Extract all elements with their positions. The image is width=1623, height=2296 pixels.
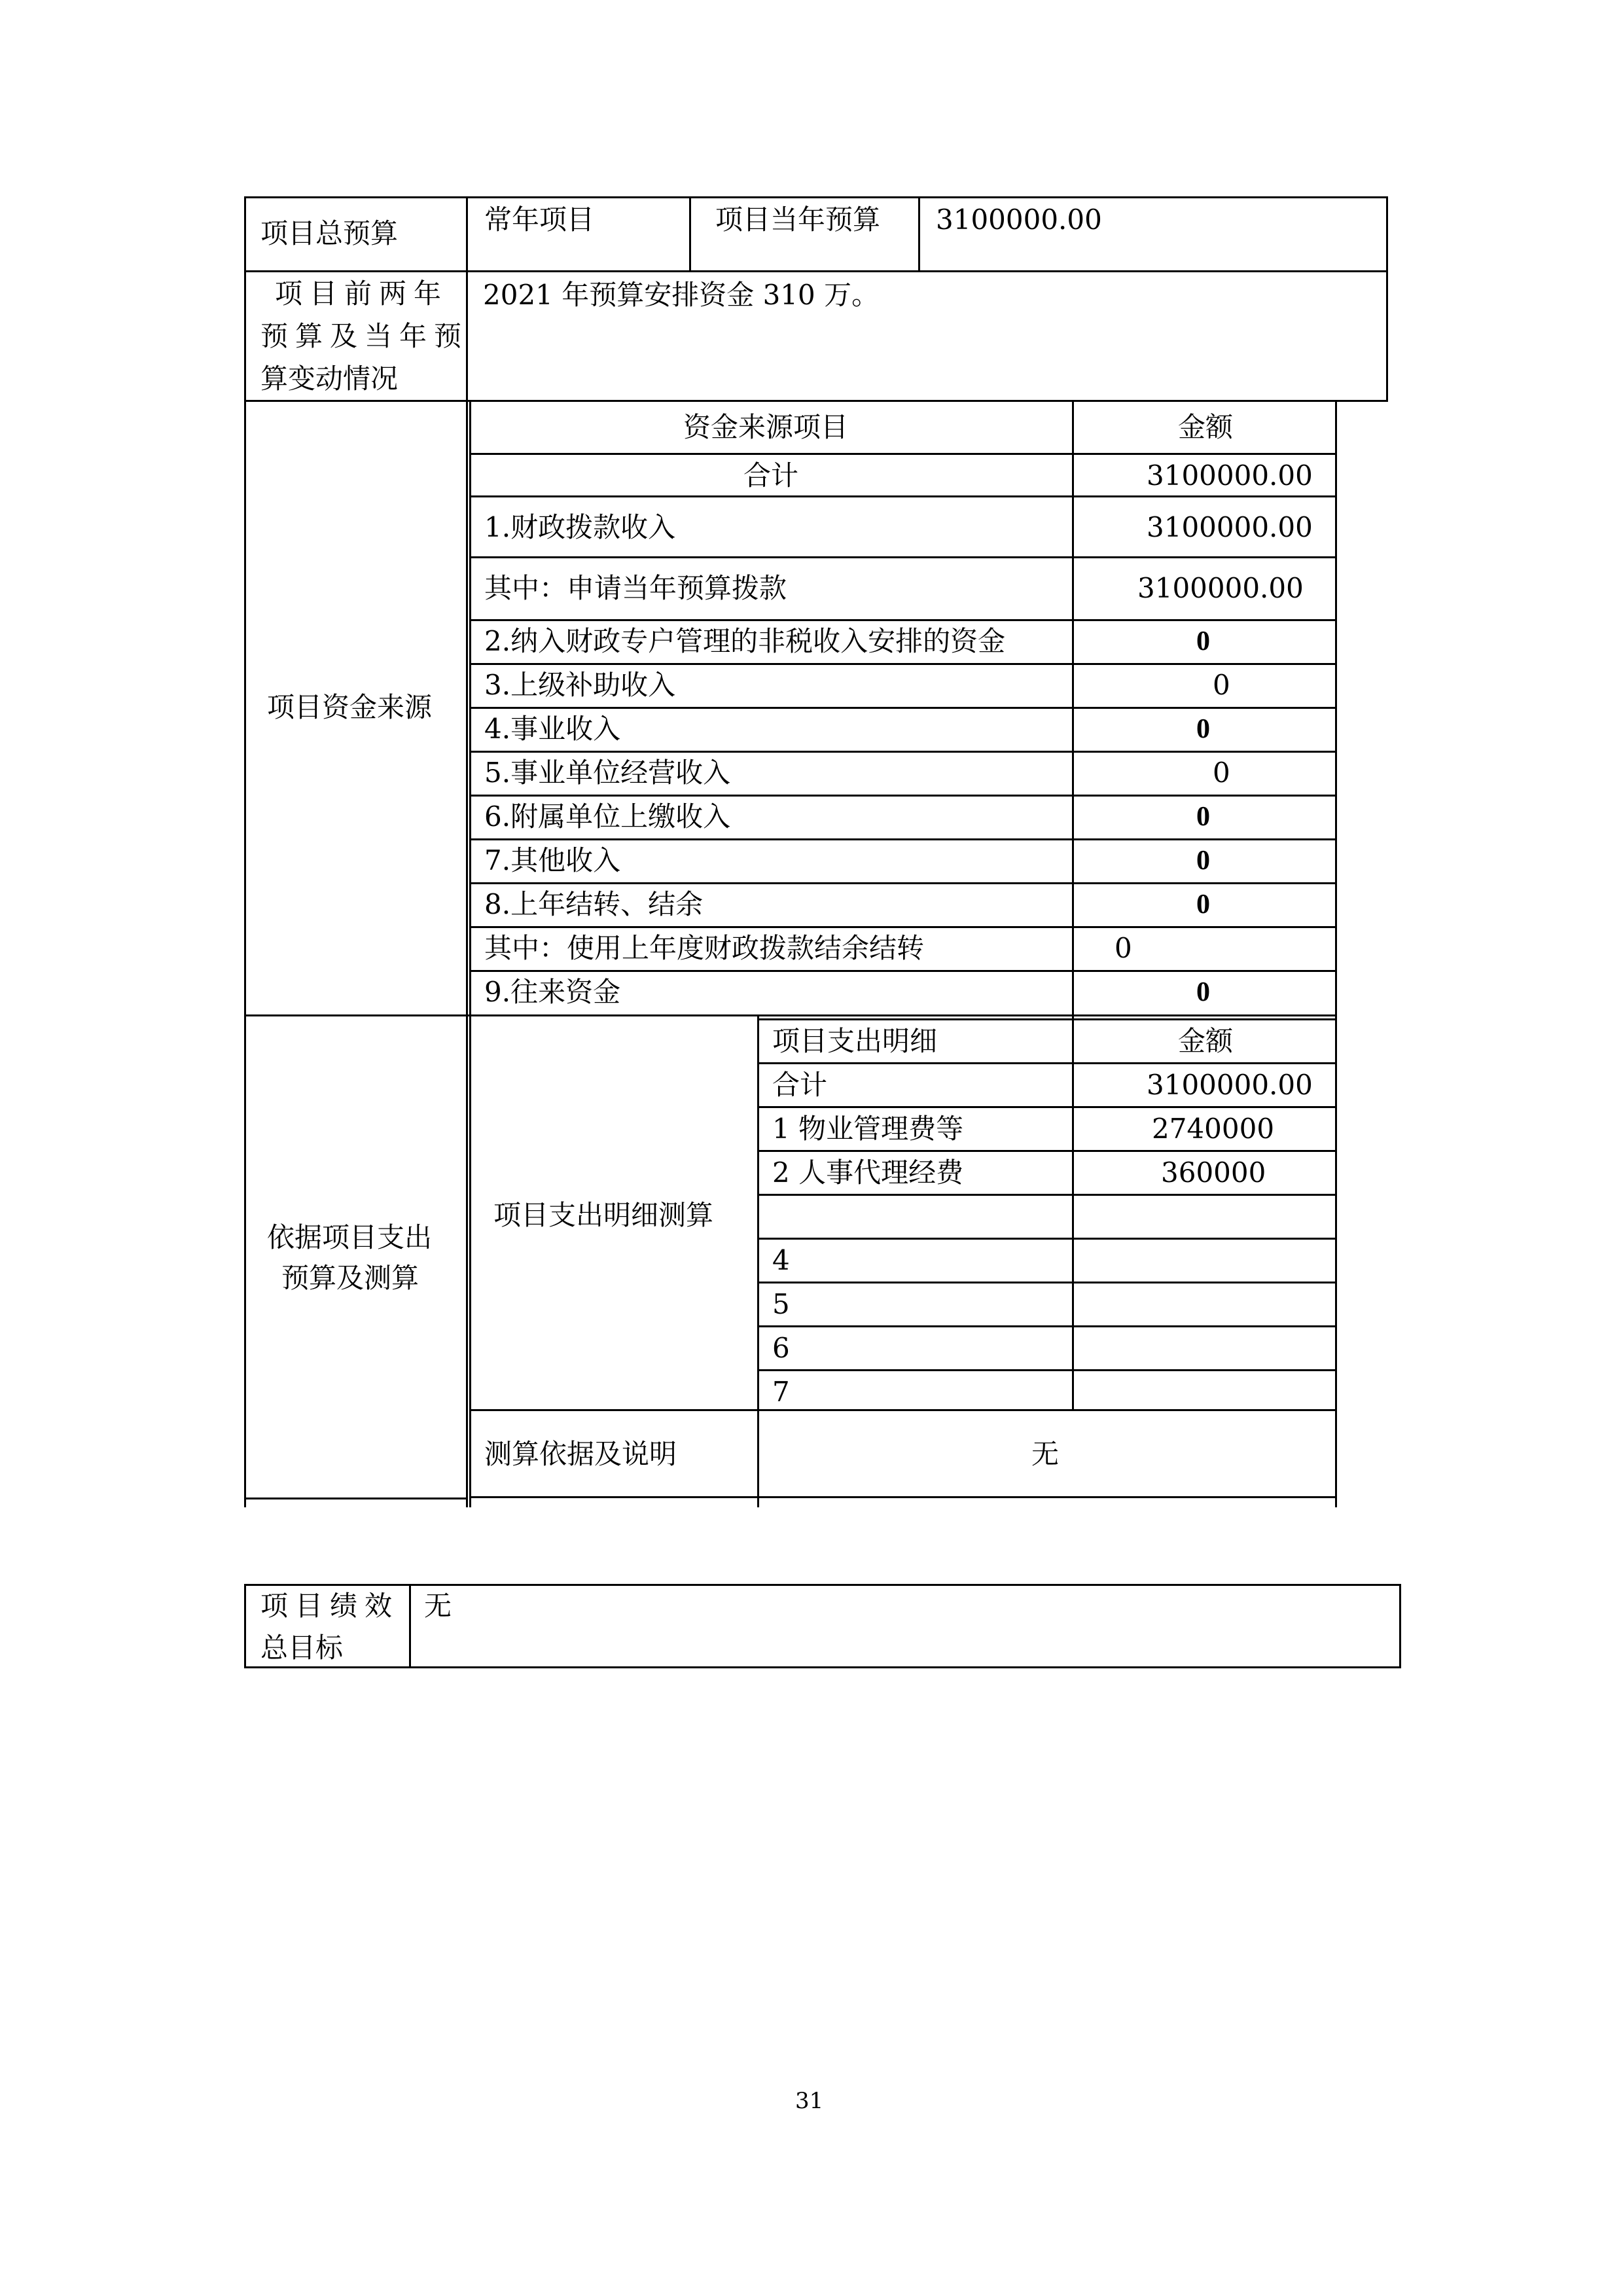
history-label-line-3: 算变动情况 xyxy=(260,363,399,395)
expenditure-section-label-line-2: 预算及测算 xyxy=(281,1262,419,1294)
source-row-amount: 3100000.00 xyxy=(1147,459,1313,492)
sources-col-amount-header: 金额 xyxy=(1178,411,1234,443)
project-type: 常年项目 xyxy=(484,204,595,236)
expenditure-row-label: 2 人事代理经费 xyxy=(772,1157,964,1189)
source-row-label: 6.附属单位上缴收入 xyxy=(484,800,731,833)
expenditure-row-label: 1 物业管理费等 xyxy=(772,1113,964,1145)
source-row-amount: 0 xyxy=(1196,889,1210,920)
expenditure-row-label: 合计 xyxy=(772,1069,828,1101)
source-row-label: 其中：使用上年度财政拨款结余结转 xyxy=(484,932,925,964)
page-number: 31 xyxy=(795,2088,824,2114)
source-row-label: 7.其他收入 xyxy=(484,844,621,876)
performance-label-line-1: 项目绩效 xyxy=(260,1590,400,1622)
funding-sources-section-label: 项目资金来源 xyxy=(267,691,433,723)
performance-value: 无 xyxy=(424,1590,452,1622)
source-row-amount: 0 xyxy=(1196,846,1210,876)
current-year-budget-label: 项目当年预算 xyxy=(715,204,881,236)
sources-col-item-header: 资金来源项目 xyxy=(683,411,849,443)
expenditure-col-item-header: 项目支出明细 xyxy=(772,1025,938,1057)
expenditure-row-amount: 2740000 xyxy=(1152,1113,1275,1145)
source-row-label: 8.上年结转、结余 xyxy=(484,888,704,920)
source-row-amount: 3100000.00 xyxy=(1147,511,1313,543)
current-year-budget-value: 3100000.00 xyxy=(936,204,1102,236)
history-label-line-2: 预算及当年预 xyxy=(260,320,469,352)
expenditure-row-label: 6 xyxy=(772,1332,790,1364)
source-row-amount: 3100000.00 xyxy=(1137,572,1304,604)
source-row-label: 3.上级补助收入 xyxy=(484,669,676,701)
total-budget-label: 项目总预算 xyxy=(260,217,399,249)
source-row-amount: 0 xyxy=(1196,714,1210,744)
source-row-amount: 0 xyxy=(1196,977,1210,1007)
source-row-amount: 0 xyxy=(1115,932,1132,964)
expenditure-row-amount: 3100000.00 xyxy=(1147,1069,1313,1101)
source-row-amount: 0 xyxy=(1213,669,1230,701)
history-label-line-1: 项目前两年 xyxy=(275,278,449,310)
source-row-label: 4.事业收入 xyxy=(484,713,621,745)
source-row-label: 5.事业单位经营收入 xyxy=(484,757,731,789)
source-row-label: 1.财政拨款收入 xyxy=(484,511,676,543)
expenditure-row-label: 7 xyxy=(772,1376,790,1408)
source-row-label: 2.纳入财政专户管理的非税收入安排的资金 xyxy=(484,625,1006,657)
expenditure-section-label-line-1: 依据项目支出 xyxy=(267,1221,433,1253)
expenditure-row-label: 5 xyxy=(772,1288,790,1320)
expenditure-row-amount: 360000 xyxy=(1161,1157,1266,1189)
basis-label: 测算依据及说明 xyxy=(484,1438,677,1470)
performance-label-line-2: 总目标 xyxy=(260,1632,344,1664)
source-row-label: 其中：申请当年预算拨款 xyxy=(484,572,787,604)
source-row-label: 9.往来资金 xyxy=(484,976,621,1008)
source-row-amount: 0 xyxy=(1196,626,1210,656)
source-row-amount: 0 xyxy=(1213,757,1230,789)
source-row-amount: 0 xyxy=(1196,802,1210,832)
source-row-label: 合计 xyxy=(743,459,799,492)
expenditure-row-label: 4 xyxy=(772,1244,790,1276)
history-text: 2021 年预算安排资金 310 万。 xyxy=(483,279,880,311)
basis-value: 无 xyxy=(1031,1438,1060,1470)
expenditure-col-amount-header: 金额 xyxy=(1178,1025,1234,1057)
expenditure-detail-label: 项目支出明细测算 xyxy=(493,1199,714,1231)
